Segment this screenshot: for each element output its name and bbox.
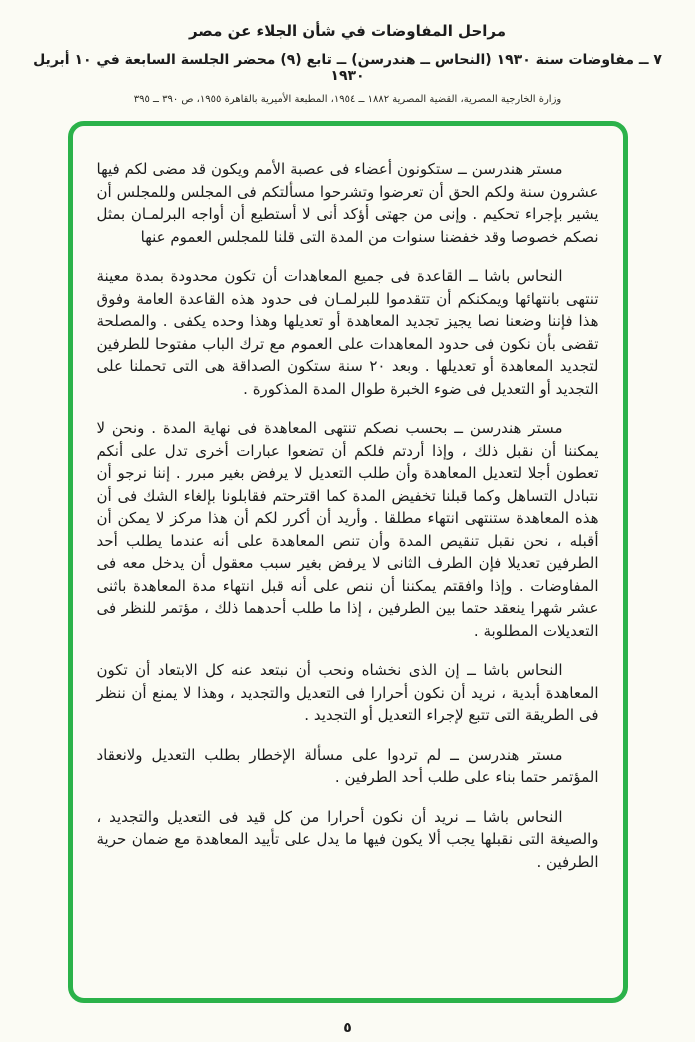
- paragraph-nahhas-2: النحاس باشا ــ إن الذى نخشاه ونحب أن نبتعد عنه كل الابتعاد أن تكون المعاهدة أبدية ، نريد أن نكون أحرارا فى التعديل والتجديد ، وهذا لا يمنع أن ننظر فى الطريقة التى تتبع لإجراء التعديل أو التجديد .: [96, 661, 599, 724]
- document-body: [97, 158, 599, 873]
- page-number: ٥: [343, 1020, 352, 1036]
- page-subtitle: ٧ ــ مفاوضات سنة ١٩٣٠ (النحاس ــ هندرسن) ــ تابع (٩) محضر الجلسة السابعة في ١٠ أبريل ١٩٣٠: [33, 52, 662, 84]
- document-header: [0, 0, 695, 105]
- page-title: مراحل المفاوضات في شأن الجلاء عن مصر: [188, 22, 507, 40]
- paragraph-nahhas-3: النحاس باشا ــ نريد أن نكون أحرارا من كل قيد فى التعديل والتجديد ، والصيغة التى نقبلها يجب ألا يكون فيها ما يدل على تأييد المعاهدة مع ضمان حرية الطرفين .: [96, 807, 599, 871]
- paragraph-nahhas-1: النحاس باشا ــ القاعدة فى جميع المعاهدات أن تكون محدودة بمدة معينة تنتهى بانتهائها ويمكنكم أن تتقدموا للبرلمـان فى حدود هذه القاعدة العامة وفوق هذا فإننا وضعنا نصا يجيز تجديد المعاهدة أو تعديلها وهذا وحده يكفى . والمصلحة تقضى بأن نكون فى حدود المعاهدات على العموم مع ترك الباب مفتوحا للطرفين لتجديد المعاهدة أو تعديلها . وبعد ٢٠ سنة ستكون الصداقة هى التى تحملنا على التجديد أو التعديل فى ضوء الخبرة طوال المدة المذكورة .: [96, 267, 599, 398]
- text-frame: [68, 121, 628, 1003]
- paragraph-henderson-2: مستر هندرسن ــ بحسب نصكم تنتهى المعاهدة فى نهاية المدة . ونحن لا يمكننا أن نقبل ذلك ، وإذا أردتم فلكم أن تضعوا عبارات أخرى تدل على أنكم تعطون أجلا لتعديل المعاهدة وأن طلب التعديل لا يرفض بغير مبرر . إننا نرجو أن نتبادل التساهل وكما قبلنا تخفيض المدة كما اقترحتم فقابلونا بإلغاء الشك فى أن هذه المعاهدة ستنتهى انتهاء مطلقا . وأريد أن أكرر لكم أن هذا مركز لا يمكن أن أقبله ، نحن نقبل تنقيص المدة وأن تنص المعاهدة على أنه عندما يطلب أحد الطرفين تعديلا فإن الطرف الثانى لا يرفض بغير سبب معقول أن يدخل معه فى المفاوضات . وإذا وافقتم يمكننا أن ننص على أنه قبل انتهاء مدة المعاهدة باثنى عشر شهرا ينعقد حتما بين الطرفين ، إذا ما طلب أحدهما ذلك ، مؤتمر للنظر فى التعديلات المطلوبة .: [96, 419, 599, 640]
- source-citation: وزارة الخارجية المصرية، القضية المصرية ١٨٨٢ ــ ١٩٥٤، المطبعة الأميرية بالقاهرة ١٩٥٥، ص ٣٩٠ ــ ٣٩٥: [133, 94, 562, 105]
- paragraph-henderson-3: مستر هندرسن ــ لم تردوا على مسألة الإخطار بطلب التعديل ولانعقاد المؤتمر حتما بناء على طلب أحد الطرفين .: [96, 745, 599, 786]
- paragraph-henderson-1: مستر هندرسن ــ ستكونون أعضاء فى عصبة الأمم ويكون قد مضى لكم فيها عشرون سنة ولكم الحق أن تعرضوا وتشرحوا مسألتكم فى المجلس وللمجلس أن يشير بإجراء تحكيم . وإنى من جهتى أؤكد أنى لا أستطيع أن أواجه البرلمـان بمثل نصكم خصوصا وقد خفضنا سنوات من المدة التى قلنا للمجلس العموم عنها: [96, 160, 599, 246]
